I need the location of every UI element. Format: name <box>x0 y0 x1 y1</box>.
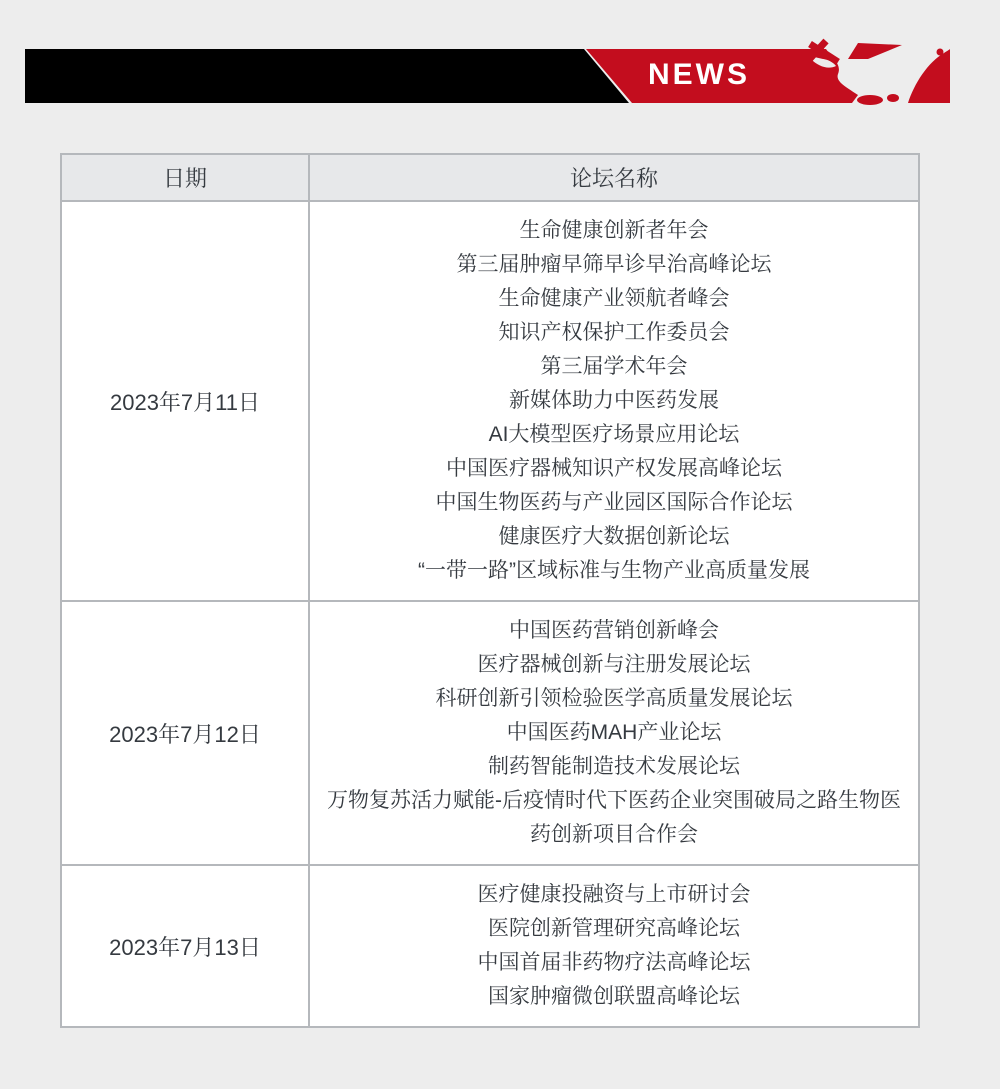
schedule-table <box>60 153 920 1028</box>
banner-black-bar <box>25 49 629 103</box>
forums-cell <box>309 865 919 1027</box>
news-label: NEWS <box>648 58 750 91</box>
forum-name: 中国生物医药与产业园区国际合作论坛 <box>435 491 793 514</box>
date-cell: 2023年7月11日 <box>61 201 309 601</box>
map-island-icon <box>887 94 899 102</box>
forum-schedule <box>60 153 1000 1028</box>
forum-name: 第三届学术年会 <box>540 355 688 378</box>
forum-name: “一带一路”区域标准与生物产业高质量发展 <box>418 559 810 582</box>
table-header-row <box>61 154 919 201</box>
forum-name: 中国医药营销创新峰会 <box>509 619 719 642</box>
column-header-date: 日期 <box>61 154 309 201</box>
column-header-forum-name: 论坛名称 <box>309 154 919 201</box>
forums-cell <box>309 601 919 865</box>
forum-name: 新媒体助力中医药发展 <box>509 389 719 412</box>
forum-name: 中国医疗器械知识产权发展高峰论坛 <box>446 457 782 480</box>
table-row <box>61 201 919 601</box>
forum-name: 医院创新管理研究高峰论坛 <box>488 917 740 940</box>
forum-name: 医疗器械创新与注册发展论坛 <box>477 653 751 676</box>
forum-name: 制药智能制造技术发展论坛 <box>488 755 740 778</box>
forum-name: 科研创新引领检验医学高质量发展论坛 <box>435 687 793 710</box>
forum-name: 中国医药MAH产业论坛 <box>506 721 722 744</box>
forum-name: 生命健康创新者年会 <box>519 219 709 242</box>
forum-name: AI大模型医疗场景应用论坛 <box>488 423 740 446</box>
forum-name: 国家肿瘤微创联盟高峰论坛 <box>488 985 740 1008</box>
forum-name: 万物复苏活力赋能-后疫情时代下医药企业突围破局之路生物医药创新项目合作会 <box>327 789 901 846</box>
table-row <box>61 865 919 1027</box>
forum-name: 医疗健康投融资与上市研讨会 <box>477 883 751 906</box>
date-cell: 2023年7月13日 <box>61 865 309 1027</box>
forum-name: 生命健康产业领航者峰会 <box>498 287 730 310</box>
forums-cell <box>309 201 919 601</box>
forum-name: 第三届肿瘤早筛早诊早治高峰论坛 <box>456 253 772 276</box>
forum-name: 知识产权保护工作委员会 <box>498 321 730 344</box>
map-island-icon <box>937 49 944 56</box>
news-banner <box>0 0 1000 130</box>
forum-name: 中国首届非药物疗法高峰论坛 <box>477 951 751 974</box>
map-island-icon <box>857 95 883 105</box>
forum-name: 健康医疗大数据创新论坛 <box>498 525 730 548</box>
banner-map-graphic <box>0 0 1000 130</box>
table-row <box>61 601 919 865</box>
date-cell: 2023年7月12日 <box>61 601 309 865</box>
